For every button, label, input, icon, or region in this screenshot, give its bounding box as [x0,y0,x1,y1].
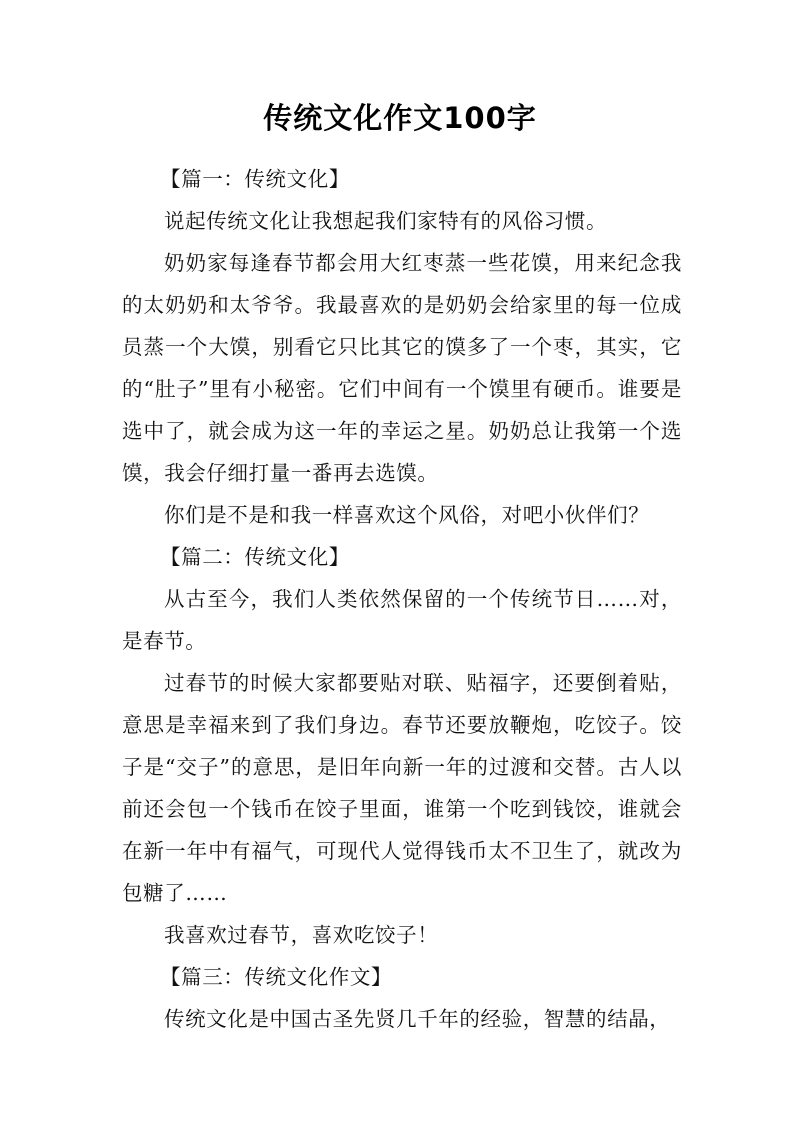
article-body [122,158,682,1040]
section-heading-3: 【篇三：传统文化作文】 [160,965,393,989]
paragraph: 从古至今，我们人类依然保留的一个传统节日……对，是春节。 [122,587,682,653]
paragraph: 我喜欢过春节，喜欢吃饺子！ [164,923,439,947]
section-heading-2: 【篇二：传统文化】 [160,545,350,569]
paragraph: 传统文化是中国古圣先贤几千年的经验，智慧的结晶， [164,1007,671,1031]
section-heading-1: 【篇一：传统文化】 [160,167,350,191]
paragraph: 过春节的时候大家都要贴对联、贴福字，还要倒着贴，意思是幸福来到了我们身边。春节还要放鞭炮，吃饺子。饺子是“交子”的意思，是旧年向新一年的过渡和交替。古人以前还会包一个钱币在饺子里面，谁第一个吃到钱饺，谁就会在新一年中有福气，可现代人觉得钱币太不卫生了，就改为包糖了…… [122,671,682,905]
paragraph: 说起传统文化让我想起我们家特有的风俗习惯。 [164,209,608,233]
paragraph: 你们是不是和我一样喜欢这个风俗，对吧小伙伴们？ [164,503,650,527]
page-title: 传统文化作文100字 [263,101,537,135]
paragraph: 奶奶家每逢春节都会用大红枣蒸一些花馍，用来纪念我的太奶奶和太爷爷。我最喜欢的是奶奶会给家里的每一位成员蒸一个大馍，别看它只比其它的馍多了一个枣，其实，它的“肚子”里有小秘密。它们中间有一个馍里有硬币。谁要是选中了，就会成为这一年的幸运之星。奶奶总让我第一个选馍，我会仔细打量一番再去选馍。 [122,251,682,485]
